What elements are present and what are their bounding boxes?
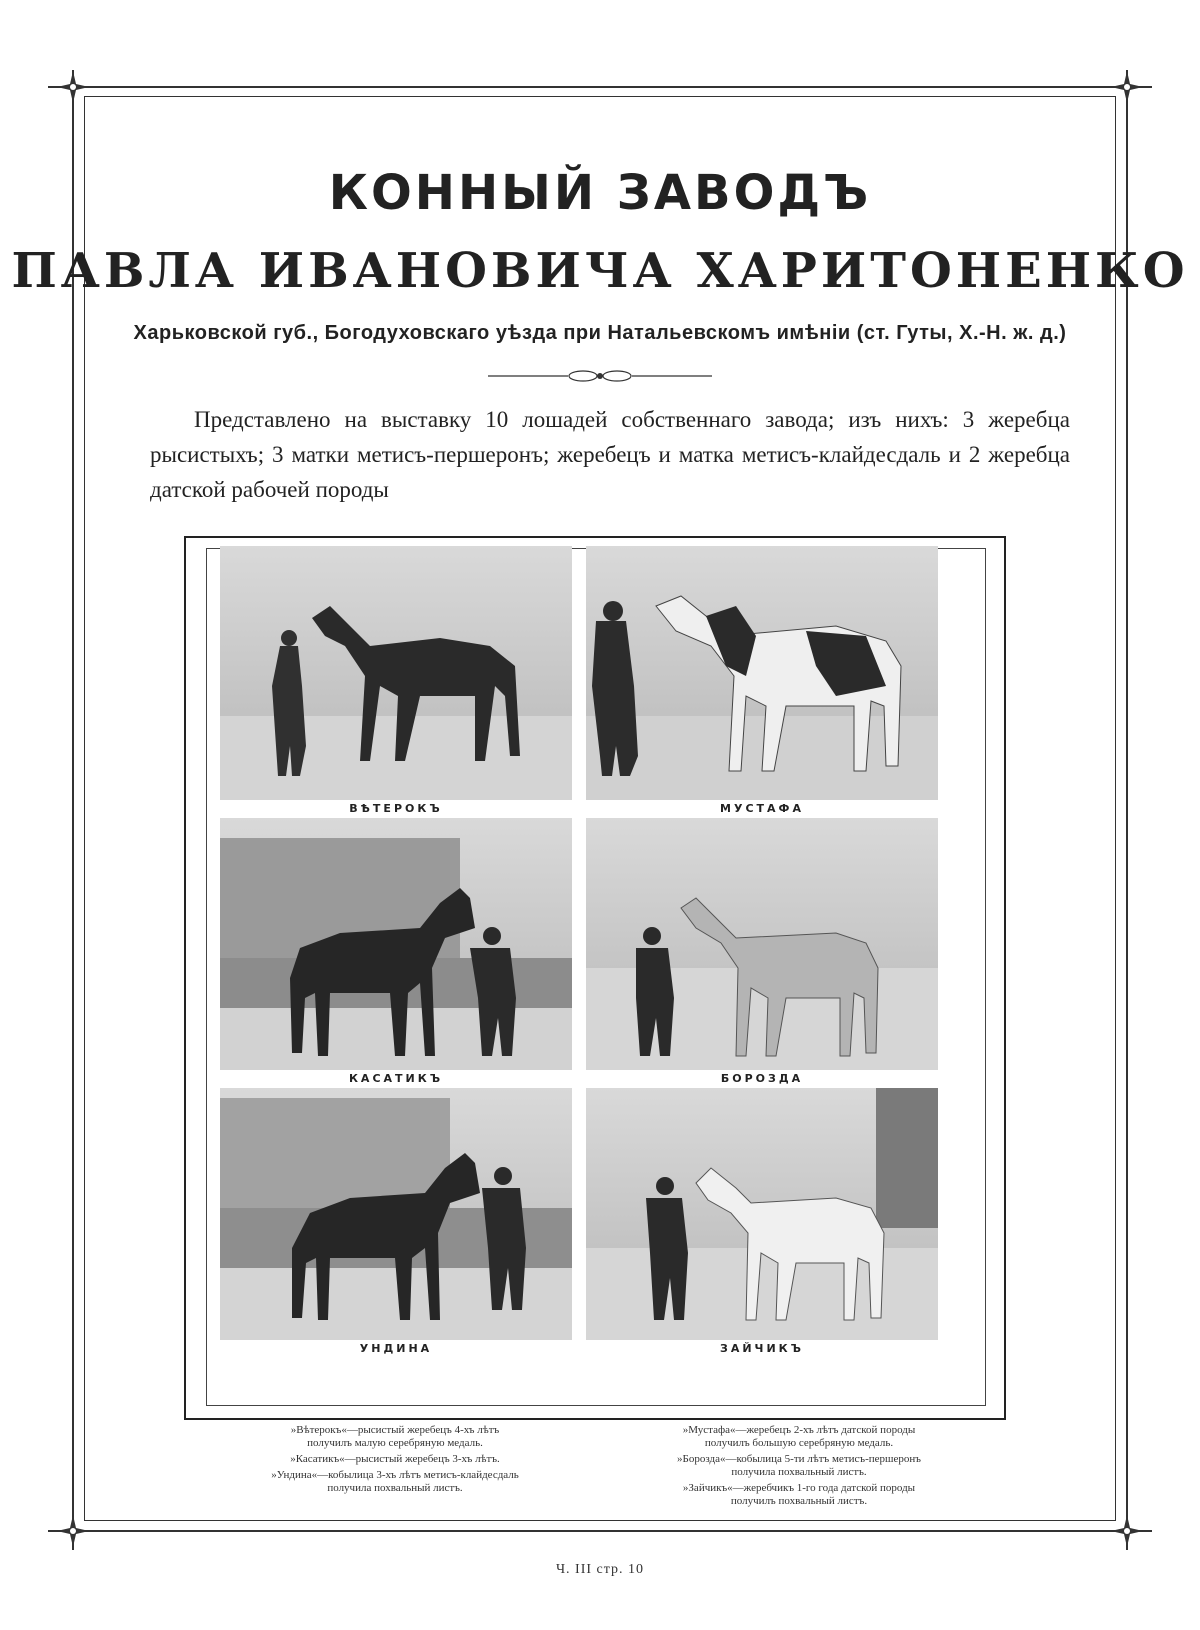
notes-right: [624, 1424, 974, 1508]
intro-paragraph: [150, 402, 1070, 507]
note-line: »Зайчикъ«—жеребчикъ 1-го года датской породы: [682, 1482, 916, 1494]
divider-ornament-icon: [488, 368, 712, 384]
intro-text: Представлено на выставку 10 лошадей собственнаго завода; изъ нихъ: 3 жеребца рысистыхъ; 3 матки метисъ-першеронъ; жеребецъ и матка метисъ-клайдесдаль и 2 жеребца датской рабочей породы: [150, 407, 1070, 502]
frame-bottom-outer: [48, 1530, 1152, 1532]
frame-bottom-inner: [84, 1520, 1116, 1521]
note-line: получила похвальный листъ.: [327, 1482, 463, 1494]
photo-mustafa: [586, 546, 938, 800]
caption-zaichik: ЗАЙЧИКЪ: [720, 1342, 804, 1355]
photo-kasatik: [220, 818, 572, 1070]
photo-undina: [220, 1088, 572, 1340]
corner-ornament-icon: [55, 69, 91, 105]
note-line: »Борозда«—кобылица 5-ти лѣтъ метисъ-першеронъ: [677, 1453, 921, 1465]
photo-veterok: [220, 546, 572, 800]
corner-ornament-icon: [1109, 69, 1145, 105]
location-subtitle: Харьковской губ., Богодуховскаго уѣзда при Натальевскомъ имѣнiи (ст. Гуты, Х.-Н. ж. д.): [133, 322, 1067, 344]
notes-left: [220, 1424, 570, 1495]
note-line: получилъ малую серебряную медаль.: [307, 1437, 483, 1449]
page-title: КОННЫЙ ЗАВОДЪ: [328, 165, 872, 221]
photo-borozda: [586, 818, 938, 1070]
note-line: »Касатикъ«—рысистый жеребецъ 3-хъ лѣтъ.: [290, 1453, 500, 1465]
caption-undina: УНДИНА: [359, 1342, 433, 1355]
owner-name: ПАВЛА ИВАНОВИЧА ХАРИТОНЕНКО: [11, 243, 1189, 299]
note-line: получилъ похвальный листъ.: [730, 1495, 868, 1507]
note-line: получила похвальный листъ.: [731, 1466, 867, 1478]
photo-zaichik: [586, 1088, 938, 1340]
caption-mustafa: МУСТАФА: [720, 802, 804, 815]
note-line: »Ундина«—кобылица 3-хъ лѣтъ метисъ-клайдесдаль: [271, 1469, 519, 1481]
note-line: »Мустафа«—жеребецъ 2-хъ лѣтъ датской породы: [682, 1424, 916, 1436]
note-line: »Вѣтерокъ«—рысистый жеребецъ 4-хъ лѣтъ: [290, 1424, 500, 1436]
corner-ornament-icon: [55, 1513, 91, 1549]
frame-left-inner: [84, 96, 85, 1521]
caption-kasatik: КАСАТИКЪ: [348, 1072, 444, 1085]
caption-borozda: БОРОЗДА: [720, 1072, 804, 1085]
frame-top-outer: [48, 86, 1152, 88]
frame-top-inner: [84, 96, 1116, 97]
page-number: Ч. III стр. 10: [555, 1562, 645, 1577]
note-line: получилъ большую серебряную медаль.: [704, 1437, 894, 1449]
frame-right-inner: [1115, 96, 1116, 1521]
caption-veterok: ВѢТЕРОКЪ: [349, 802, 443, 815]
corner-ornament-icon: [1109, 1513, 1145, 1549]
